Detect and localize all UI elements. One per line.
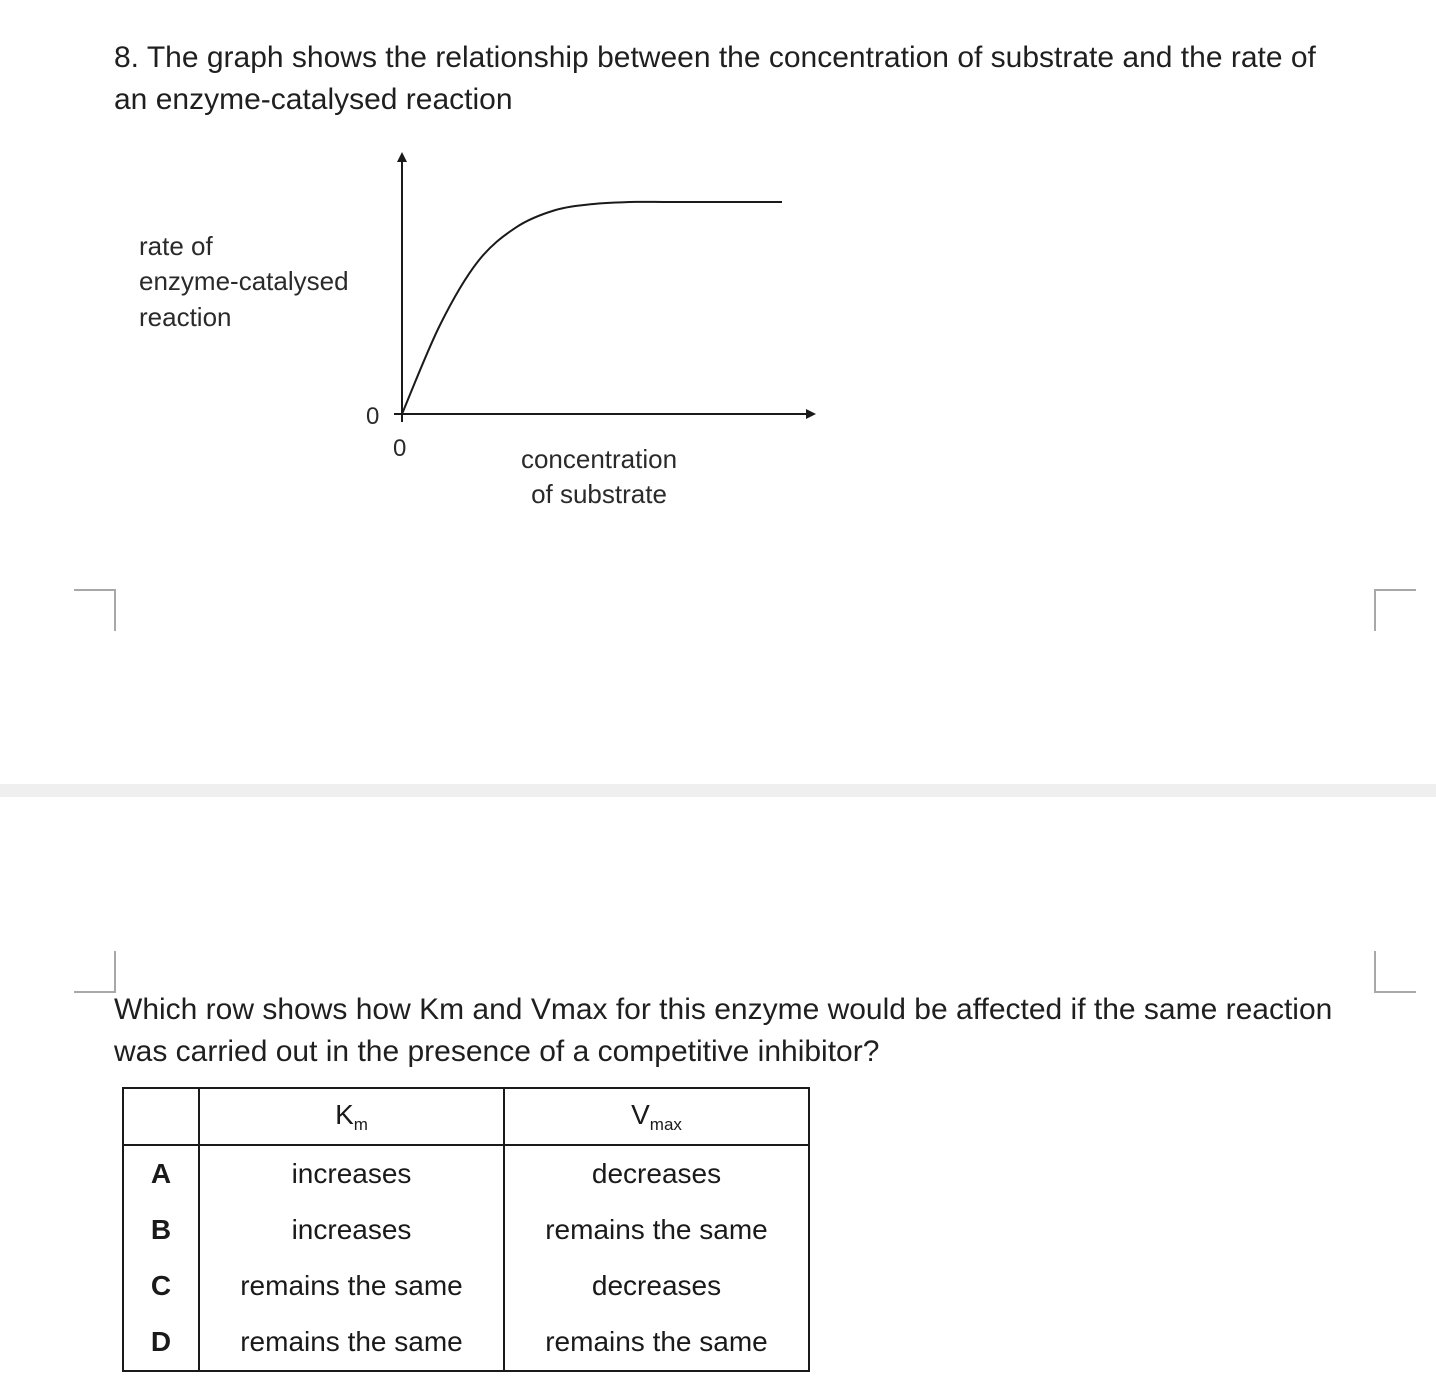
y-origin-label: 0 (366, 403, 380, 430)
option-letter: B (123, 1202, 199, 1258)
enzyme-rate-graph (130, 140, 850, 530)
answer-options-table (122, 1087, 810, 1372)
option-km: remains the same (199, 1258, 504, 1314)
option-km: increases (199, 1202, 504, 1258)
table-row (123, 1314, 809, 1371)
option-vmax: remains the same (504, 1202, 809, 1258)
table-header-row (123, 1088, 809, 1145)
graph-svg (130, 140, 850, 530)
option-letter: D (123, 1314, 199, 1371)
x-axis-label-line-2: of substrate (531, 479, 667, 509)
x-origin-label: 0 (393, 435, 407, 462)
option-km: remains the same (199, 1314, 504, 1371)
header-vmax (504, 1088, 809, 1145)
crop-mark-top-left (74, 589, 116, 631)
option-vmax: decreases (504, 1145, 809, 1202)
crop-mark-bottom-left (74, 951, 116, 993)
y-axis-label-line-3: reaction (139, 302, 232, 332)
table-row (123, 1258, 809, 1314)
crop-mark-bottom-right (1374, 951, 1416, 993)
vmax-symbol: V (631, 1098, 650, 1130)
table-row (123, 1202, 809, 1258)
header-km (199, 1088, 504, 1145)
page-separator (0, 784, 1436, 797)
table-row (123, 1145, 809, 1202)
option-vmax: remains the same (504, 1314, 809, 1371)
header-blank-cell (123, 1088, 199, 1145)
y-axis-label-line-1: rate of (139, 231, 213, 261)
crop-mark-top-right (1374, 589, 1416, 631)
vmax-subscript: max (649, 1114, 682, 1134)
km-symbol: K (335, 1098, 354, 1130)
option-letter: A (123, 1145, 199, 1202)
km-subscript: m (353, 1114, 368, 1134)
option-vmax: decreases (504, 1258, 809, 1314)
x-axis-label-line-1: concentration (520, 444, 678, 474)
option-letter: C (123, 1258, 199, 1314)
question-1-text: 8. The graph shows the relationship between the concentration of substrate and the rate of an enzyme-catalysed reaction (114, 41, 1316, 116)
y-axis-label-line-2: enzyme-catalysed (139, 266, 349, 296)
question-2-text: Which row shows how Km and Vmax for this enzyme would be affected if the same reaction was carried out in the presence of a competitive inhibitor? (114, 993, 1333, 1068)
option-km: increases (199, 1145, 504, 1202)
rate-curve-line (402, 202, 782, 414)
